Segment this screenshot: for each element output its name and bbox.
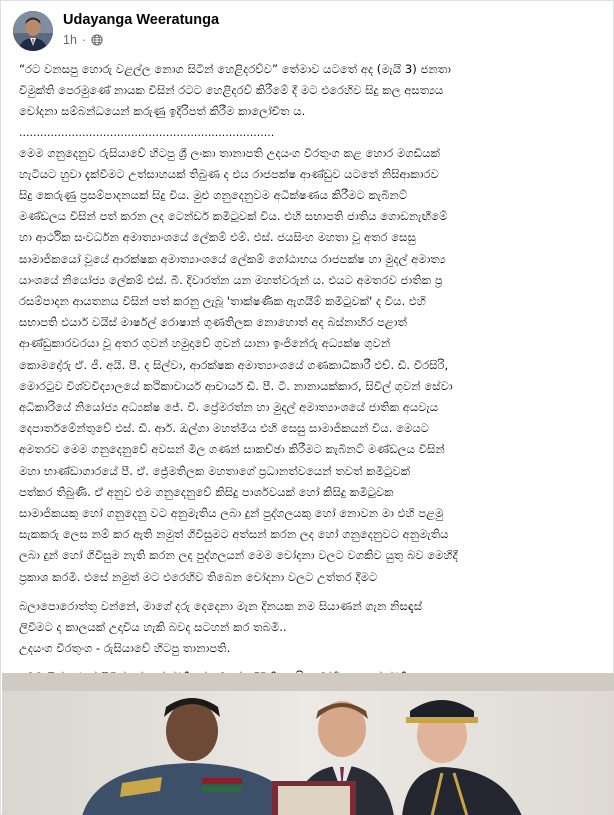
post-header	[13, 11, 603, 51]
post-meta	[63, 33, 103, 47]
avatar-portrait-icon	[13, 11, 53, 51]
post-divider: ·········································································	[19, 130, 275, 142]
author-avatar[interactable]	[13, 11, 53, 51]
post-paragraph-intro: “රට වනසපු හොරු වළල්ල නොග සිටින් හෙළිදරව්ව” තේමාව යටතේ අද (මැයි 3) ජනතා විමුක්ති පෙරමුණේ නායක විසින් රටට හෙළිදරව් කිරීමේ දී මට එරෙහිව සිදු කල අසත්‍යය චෝදනා සම්බන්ධයෙන් කරුණු ඉදිරිපත් කිරීම කාලෝචිත ය.	[19, 62, 451, 119]
post-photo[interactable]	[2, 673, 614, 815]
post-paragraph-main: මෙම ගනුදෙනුව රුසියාවේ හිටපු ශ්‍රී ලංකා තානාපති උදයංග වීරතුංග කළ හොර මගඩියක් හැටියට හුවා දැක්වීමට උත්සාහයක් තිබුණ ද එය රාජපක්ෂ ආණ්ඩුව යටතේ නිසිආකාරව සිදු කෙරුණු ප්‍රසම්පාදනයක් සිදු විය. මුළු ගනුදෙනුවම අධීක්ෂණය කිරීමට කැබිනට් මණ්ඩලය විසින් පත් කරන ලද ටෙන්ඩර් කමිටුවක් විය. එහි සභාපති ජාතිය ගොඩනැඟීමේ හා ආර්ථික සංවර්ධන අමාත්‍යාංශයේ ලේකම් එම්. එස්. ජයසිංහ මහතා වූ අතර සෙසු සාමාජිකයෝ වූයේ ආරක්ෂක අමාත්‍යාංශයේ ලේකම් ගෝඨාභය රාජපක්ෂ හා මුදල් අමාත්‍ය යාංශයේ නියෝජ්‍ය ලේකම් එස්. බී. දිවාරත්න යන මහත්වරුන් ය. එයට අමතරව ජාතික ප්‍ර රසම්පාදන ආයතනය විසින් පත් කරනු ලැබූ 'තාක්ෂණික ඇගයීම් කමිටුවක්' ද විය. එහි සභාපති එයාර් වයිස් මාර්ෂල් රොෂාන් ගුණතිලක නොහොත් අද බස්නාහිර පළාත් ආණ්ඩුකාරවරයා වූ අතර ගුවන් හමුදාවේ ගුවන් යානා ඉංජිනේරු අධ්‍යක්ෂ ගුවන් කොමදෝරු ඒ. ජී. අයි. පී. ද සිල්වා, ආරක්ෂක අමාත්‍යාංශයේ ගණකාධිකාරී එච්. ඩී. වීරසිරි, මොරටුව විශ්වවිද්‍යාලයේ කථිකාචාර්ය ආචාර්ය ඩී. පී. ටී. නානායක්කාර, සිවිල් ගුවන් සේවා අධිකාරියේ නියෝජ්‍ය අධ්‍යක්ෂ ජේ. වී. ප්‍රේමරත්න හා මුදල් අමාත්‍යාංශයේ ජාතික අයවැය දෙපාර්තමේන්තුවේ එස්. ඩී. ආර්. ඔල්ගා මහත්මිය එහි සෙසු සාමාජිකයන් විය. මෙයට අමතරව මෙම ගනුදෙනුවේ අවසන් මිල ගණන් සාකච්ඡා කිරීමට කැබිනට් මණ්ඩලය විසින් මහා භාණ්ඩාගාරයේ පී. ඒ. ජ්‍රේමතිලක මහතාගේ ප්‍රධානත්වයෙන් තවත් කමිටුවක් පත්කර තිබුණි. ඒ අනුව එම ගනුදෙනුවේ කිසිදු පාර්ශවයක් හෝ කිසිදු කමිටුවක සාමාජිකයකු හෝ ගනුදෙනු වට අනුමැතිය ලබා දුන් පුද්ගලයකු හෝ නොවන මා එහි පළමු සැකකරු ලෙස නම් කර ඇති නමුත් ගිවිසුමට අත්සන් කරන ලද හෝ ගනුදෙනුවට අනුමැතිය ලබා දුන් හෝ ගිවිසුම නැති කරන ලද පුද්ගලයන් මෙම චෝදනා වලට වගකිව යුතු බව මෙහිදී ප්‍රකාශ කරමි. එසේ නමුත් මට එරෙහිව තිබෙන චෝදනා වලට උත්තර දීමට	[19, 145, 458, 584]
post-body	[19, 59, 605, 731]
author-name[interactable]: Udayanga Weeratunga	[63, 12, 220, 28]
post-time[interactable]: 1h	[63, 33, 77, 47]
photo-officials-meeting-image	[2, 673, 614, 815]
post-paragraph-closing: බලාපොරොත්තු වන්නේ, මාගේ දරු දෙදෙනා මැන දිනයක නම සියාණන් ගැන නිසඳැස් ලිවීමට ද කාලයක් උදාවිය හැකි බවද සටහන් කර තබමි.. උදයංග වීරතුංග - රුසියාවේ හිටපු තානාපති.	[19, 598, 423, 656]
globe-icon[interactable]	[91, 34, 103, 46]
meta-separator: ·	[81, 33, 87, 47]
